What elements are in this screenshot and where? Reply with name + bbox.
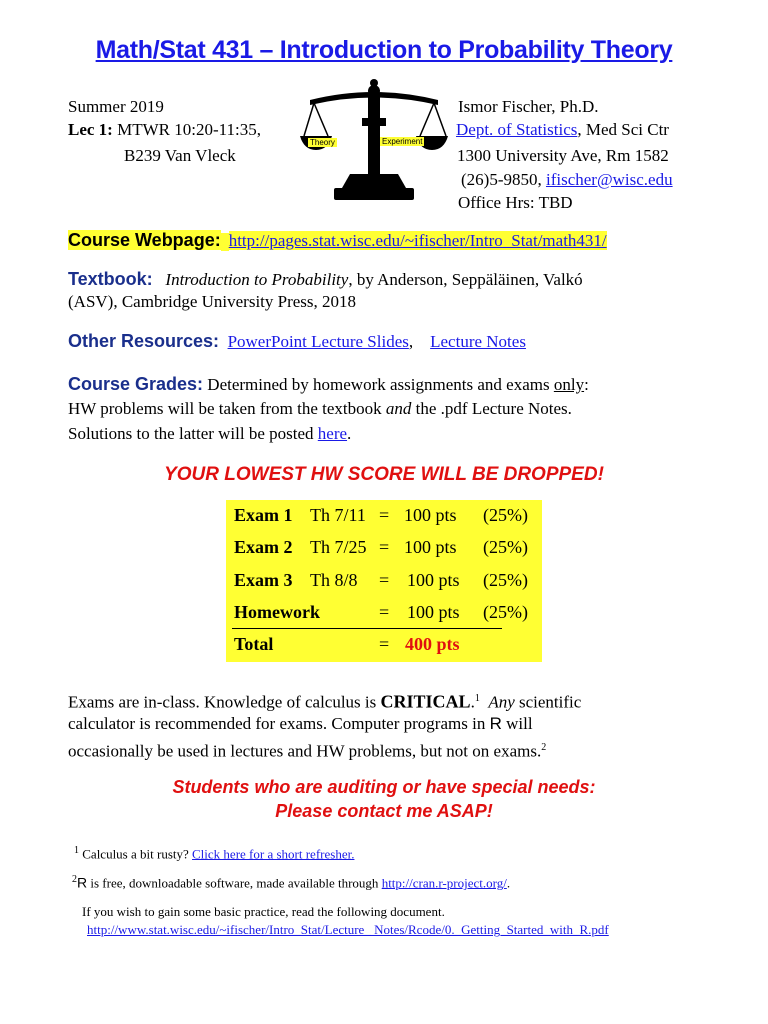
row-pct: (25%) xyxy=(483,505,528,525)
exams-text1b: scientific xyxy=(514,692,582,712)
grades-text3: Solutions to the latter will be posted xyxy=(68,424,318,443)
page-title: Math/Stat 431 – Introduction to Probability Theory xyxy=(95,36,673,64)
lecture-room: B239 Van Vleck xyxy=(124,146,236,165)
row-pct: (25%) xyxy=(483,537,528,557)
row-eq: = xyxy=(379,537,390,557)
row-pts: 100 pts xyxy=(407,570,460,590)
textbook-title: Introduction to Probability xyxy=(165,270,349,289)
getting-started-url[interactable]: http://www.stat.wisc.edu/~ifischer/Intro_Stat/Lecture_ Notes/Rcode/0._Getting_Started_with_R.pdf xyxy=(87,922,609,937)
table-row xyxy=(226,500,542,532)
solutions-link[interactable]: here xyxy=(317,424,348,443)
cran-link[interactable]: http://cran.r-project.org/ xyxy=(381,875,507,891)
grades-text2b: the .pdf Lecture Notes. xyxy=(411,399,572,418)
dept-line xyxy=(456,118,669,142)
textbook-line1 xyxy=(68,267,583,292)
refresher-link[interactable]: Click here for a short refresher. xyxy=(192,846,355,862)
webpage-label: Course Webpage: xyxy=(68,230,221,250)
table-row xyxy=(226,565,542,597)
textbook-line2: (ASV), Cambridge University Press, 2018 xyxy=(68,292,357,311)
grades-label: Course Grades: xyxy=(68,374,204,394)
row-date: Th 7/11 xyxy=(310,505,366,525)
grades-only: only xyxy=(553,375,585,394)
grades-line3 xyxy=(68,422,351,446)
address-text: 1300 University Ave, Rm 1582 xyxy=(457,146,669,165)
footnote-2-text: is free, downloadable software, made available through xyxy=(87,875,382,891)
auditing-banner-line1: Students who are auditing or have special needs: xyxy=(172,777,596,797)
row-name: Exam 2 xyxy=(234,537,293,557)
lecture-label: Lec 1: xyxy=(68,120,113,139)
phone-text: (26)5-9850, xyxy=(461,170,546,189)
webpage-line xyxy=(68,229,607,253)
resources-line xyxy=(68,329,526,354)
row-name: Total xyxy=(234,634,274,654)
critical-dot: . xyxy=(470,692,475,712)
getting-started-link[interactable] xyxy=(87,922,609,938)
resources-sep: , xyxy=(408,332,414,351)
slides-link[interactable]: PowerPoint Lecture Slides xyxy=(227,332,409,351)
term-text: Summer 2019 xyxy=(68,97,164,116)
lecture-time: MTWR 10:20-11:35, xyxy=(112,120,261,139)
total-pts: 400 pts xyxy=(405,634,460,654)
table-row-total xyxy=(226,629,542,661)
row-name: Homework xyxy=(234,602,320,622)
row-pct: (25%) xyxy=(483,602,528,622)
row-name: Exam 1 xyxy=(234,505,293,525)
footnote-ref-2: 2 xyxy=(541,742,547,753)
footnote-2 xyxy=(72,874,510,891)
lecture-notes-link[interactable]: Lecture Notes xyxy=(430,332,526,351)
footnote-1-text: Calculus a bit rusty? xyxy=(79,846,193,862)
grades-line1 xyxy=(68,372,589,397)
footnote-2-end: . xyxy=(506,875,511,891)
footnote-1-num: 1 xyxy=(74,845,79,856)
exams-text2b: will xyxy=(501,714,533,733)
instructor-name: Ismor Fischer, Ph.D. xyxy=(458,97,599,116)
textbook-label: Textbook: xyxy=(68,269,153,289)
scale-right-label: Experiment xyxy=(382,137,423,146)
footnote-ref-1: 1 xyxy=(474,693,480,704)
row-pts: 100 pts xyxy=(404,505,457,525)
email-link[interactable]: ifischer@wisc.edu xyxy=(545,170,673,189)
grades-colon: : xyxy=(584,375,589,394)
table-row xyxy=(226,597,542,629)
exams-line1 xyxy=(68,687,581,715)
grades-text2a: HW problems will be taken from the textbook xyxy=(68,399,386,418)
row-pts: 100 pts xyxy=(404,537,457,557)
footnote-2-r: R xyxy=(77,874,88,891)
exams-line2 xyxy=(68,712,533,736)
row-date: Th 7/25 xyxy=(310,537,367,557)
footnote-3: If you wish to gain some basic practice, read the following document. xyxy=(82,904,445,919)
row-eq: = xyxy=(379,634,390,654)
textbook-authors: , by Anderson, Seppäläinen, Valkó xyxy=(348,270,583,289)
exams-text1: Exams are in-class. Knowledge of calculus is xyxy=(68,692,381,712)
grades-period: . xyxy=(347,424,352,443)
row-date: Th 8/8 xyxy=(310,570,358,590)
exams-line3 xyxy=(68,736,546,764)
scale-left-label: Theory xyxy=(310,138,335,147)
row-pts: 100 pts xyxy=(407,602,460,622)
row-eq: = xyxy=(379,602,390,622)
resources-label: Other Resources: xyxy=(68,331,220,351)
contact-line xyxy=(461,168,673,192)
critical-text: CRITICAL xyxy=(380,691,471,712)
exams-text2a: calculator is recommended for exams. Computer programs in xyxy=(68,714,490,733)
table-row xyxy=(226,532,542,564)
row-name: Exam 3 xyxy=(234,570,293,590)
exams-text3: occasionally be used in lectures and HW problems, but not on exams. xyxy=(68,741,542,761)
footnote-1 xyxy=(74,845,354,862)
grades-text1: Determined by homework assignments and exams xyxy=(203,375,554,394)
auditing-banner-line2: Please contact me ASAP! xyxy=(275,801,493,821)
dropped-score-banner: YOUR LOWEST HW SCORE WILL BE DROPPED! xyxy=(164,464,604,485)
r-text: R xyxy=(489,714,502,733)
grade-table xyxy=(226,500,542,662)
lecture-line xyxy=(68,118,261,142)
grades-and: and xyxy=(385,399,412,418)
dept-rest: , Med Sci Ctr xyxy=(577,120,669,139)
footnote-2-num: 2 xyxy=(72,874,77,885)
office-hours: Office Hrs: TBD xyxy=(458,193,573,212)
row-eq: = xyxy=(379,505,390,525)
any-text: Any xyxy=(488,692,515,712)
webpage-link[interactable]: http://pages.stat.wisc.edu/~ifischer/Intro_Stat/math431/ xyxy=(228,231,607,250)
row-pct: (25%) xyxy=(483,570,528,590)
balance-scale-icon xyxy=(300,78,448,208)
dept-link[interactable]: Dept. of Statistics xyxy=(456,120,578,139)
row-eq: = xyxy=(379,570,390,590)
grades-line2 xyxy=(68,397,572,421)
